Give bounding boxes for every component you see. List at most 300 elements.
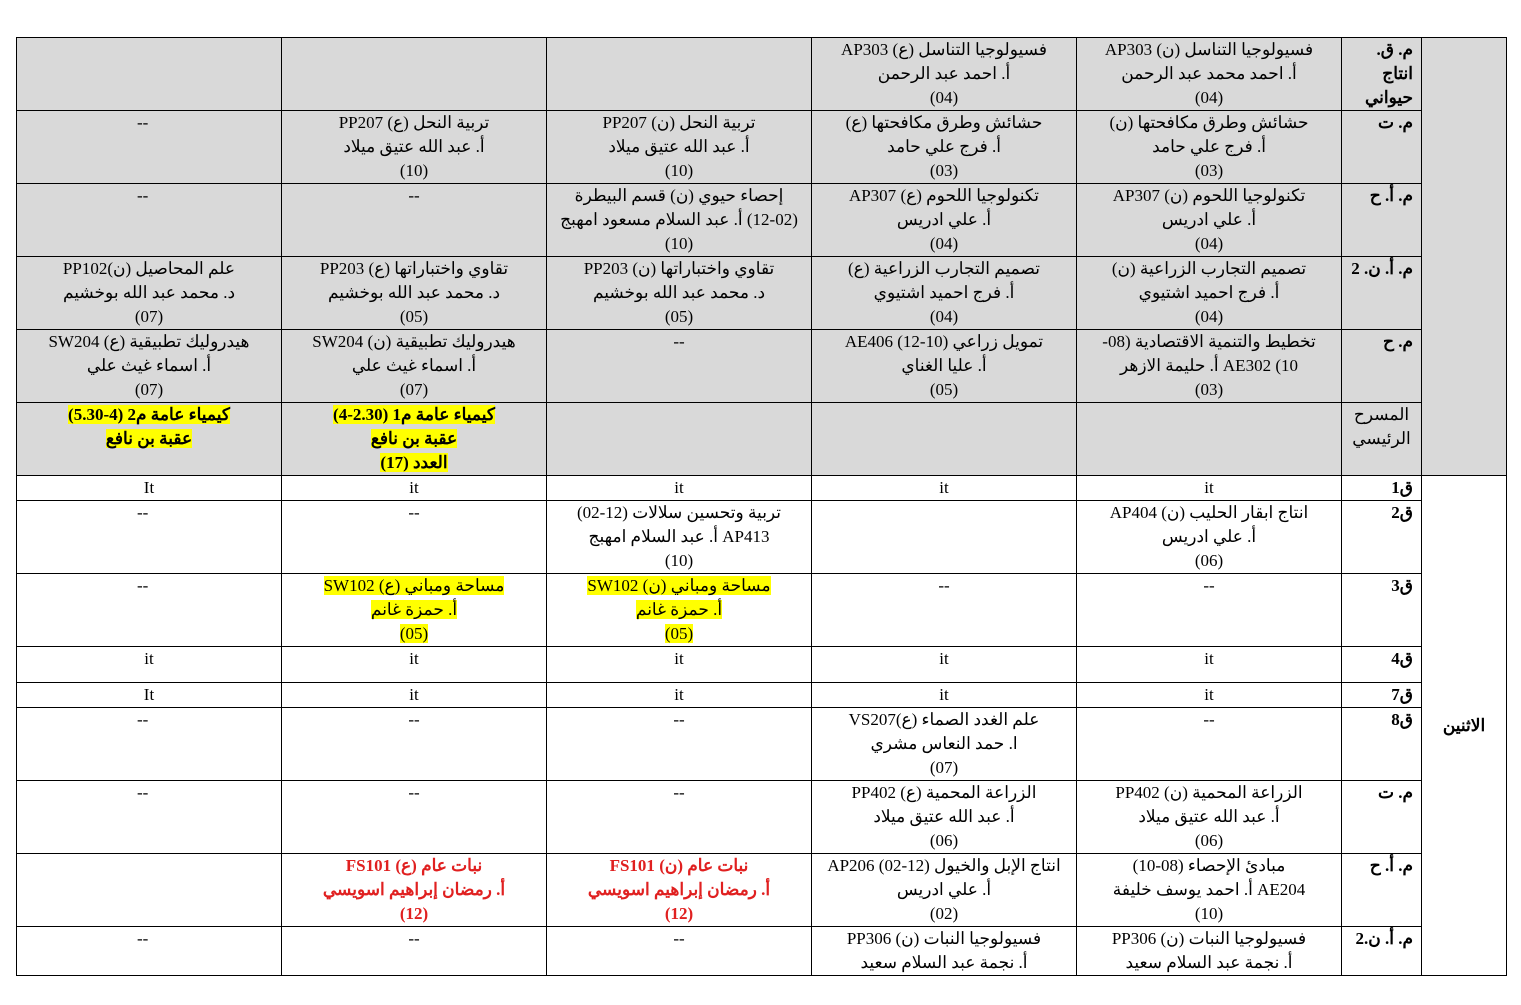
course-text: (04)	[929, 307, 959, 326]
course-text: مساحة ومباني (ع) SW102	[323, 576, 505, 595]
course-text: إحصاء حيوي (ن) قسم البيطرة	[574, 186, 784, 205]
hall-cell	[1342, 403, 1422, 476]
hall-label: ق8	[1391, 710, 1413, 729]
hall-cell	[1342, 111, 1422, 184]
hall-label: م. ح	[1383, 332, 1413, 351]
course-line	[550, 232, 808, 256]
day-cell	[1422, 38, 1507, 476]
course-line	[550, 878, 808, 902]
course-text: د. محمد عبد الله بوخشيم	[327, 283, 501, 302]
course-cell	[1077, 647, 1342, 683]
course-text: (05)	[664, 307, 694, 326]
course-line	[815, 878, 1073, 902]
hall-label: م. ق. انتاج حيواني	[1364, 40, 1413, 107]
course-text: تصميم التجارب الزراعية (ع)	[848, 259, 1040, 278]
course-cell	[282, 330, 547, 403]
course-cell	[17, 330, 282, 403]
course-cell	[547, 708, 812, 781]
course-text: هيدروليك تطبيقية (ن) SW204	[312, 332, 516, 351]
course-line	[285, 305, 543, 329]
course-line	[815, 781, 1073, 805]
course-text: (04)	[1194, 234, 1224, 253]
course-line	[550, 574, 808, 598]
course-text: أ. فرج احميد اشتيوي	[873, 283, 1015, 302]
course-line	[285, 476, 543, 500]
course-text: (12)	[664, 904, 694, 923]
course-text: أ. فرج احميد اشتيوي	[1138, 283, 1280, 302]
course-line	[137, 184, 278, 208]
course-cell	[1077, 476, 1342, 501]
course-line	[285, 427, 543, 451]
course-text: (10)	[664, 234, 694, 253]
course-text: (10)	[664, 551, 694, 570]
hall-label: ق4	[1391, 649, 1413, 668]
course-line	[815, 111, 1073, 135]
course-text: it	[674, 478, 684, 497]
course-cell	[547, 927, 812, 976]
course-line	[815, 354, 1073, 378]
course-line	[285, 683, 543, 707]
course-line	[1080, 111, 1338, 135]
course-text: أ. نجمة عبد السلام سعيد	[860, 953, 1028, 972]
course-text: it	[1204, 649, 1214, 668]
schedule-row	[17, 501, 1507, 574]
course-text: it	[939, 685, 949, 704]
course-line	[550, 549, 808, 573]
course-text: it	[939, 649, 949, 668]
course-text: (05)	[399, 307, 429, 326]
course-text: تقاوي واختباراتها (ن) PP203	[583, 259, 775, 278]
schedule-row	[17, 781, 1507, 854]
course-cell	[1077, 111, 1342, 184]
course-line	[1080, 683, 1338, 707]
course-line	[1080, 305, 1338, 329]
schedule-row	[17, 574, 1507, 647]
course-line	[1080, 232, 1338, 256]
schedule-row	[17, 111, 1507, 184]
schedule-row	[17, 476, 1507, 501]
course-cell	[1077, 257, 1342, 330]
course-line	[285, 281, 543, 305]
course-text: (02)	[929, 904, 959, 923]
course-text: --	[673, 929, 685, 948]
course-cell	[812, 927, 1077, 976]
course-line	[550, 159, 808, 183]
course-cell	[282, 708, 547, 781]
course-line	[137, 574, 278, 598]
course-line	[20, 305, 278, 329]
course-text: علم الغدد الصماء (ع)VS207	[848, 710, 1040, 729]
course-line	[285, 598, 543, 622]
course-line	[815, 208, 1073, 232]
course-text: انتاج الإبل والخيول (12-02) AP206	[827, 856, 1061, 875]
hall-label: م. ت	[1377, 783, 1413, 802]
course-cell	[17, 854, 282, 927]
course-cell	[1077, 781, 1342, 854]
course-line	[550, 257, 808, 281]
course-text: (03)	[1194, 380, 1224, 399]
day-cell	[1422, 476, 1507, 976]
course-line	[1080, 257, 1338, 281]
hall-cell	[1342, 38, 1422, 111]
course-cell	[547, 781, 812, 854]
day-label: الاثنين	[1442, 715, 1486, 735]
course-text: (03)	[1194, 161, 1224, 180]
course-line	[815, 951, 1073, 975]
course-line	[815, 756, 1073, 780]
course-line	[1080, 354, 1338, 378]
course-line	[1080, 330, 1338, 354]
course-cell	[812, 854, 1077, 927]
course-cell	[282, 38, 547, 111]
course-text: الزراعة المحمية (ع) PP402	[851, 783, 1037, 802]
course-cell	[17, 111, 282, 184]
course-text: --	[673, 332, 685, 351]
course-line	[1080, 159, 1338, 183]
course-line	[815, 854, 1073, 878]
course-line	[550, 598, 808, 622]
course-text: أ. عليا الغناي	[901, 356, 987, 375]
course-cell	[812, 184, 1077, 257]
hall-cell	[1342, 854, 1422, 927]
course-line	[285, 878, 543, 902]
course-text: it	[674, 685, 684, 704]
course-text: أ. علي ادريس	[1161, 210, 1257, 229]
course-line	[285, 135, 543, 159]
hall-cell	[1342, 708, 1422, 781]
course-cell	[1077, 927, 1342, 976]
course-text: (04)	[1194, 307, 1224, 326]
course-text: (07)	[134, 307, 164, 326]
schedule-row	[17, 403, 1507, 476]
course-line	[20, 378, 278, 402]
course-line	[550, 184, 808, 208]
course-line	[1080, 829, 1338, 853]
course-line	[815, 647, 1073, 671]
schedule-row	[17, 330, 1507, 403]
course-cell	[1077, 330, 1342, 403]
course-text: --	[137, 783, 149, 802]
course-line	[285, 257, 543, 281]
course-line	[815, 476, 1073, 500]
course-cell	[812, 257, 1077, 330]
hall-label: م. ت	[1377, 113, 1413, 132]
course-line	[285, 708, 543, 732]
course-cell	[282, 476, 547, 501]
course-line	[20, 281, 278, 305]
course-line	[815, 683, 1073, 707]
course-line	[815, 574, 1073, 598]
course-cell	[17, 38, 282, 111]
course-text: أ. عبد الله عتيق ميلاد	[1138, 807, 1280, 826]
course-line	[137, 927, 278, 951]
course-line	[1080, 184, 1338, 208]
course-text: --	[137, 503, 149, 522]
course-text: أ. اسماء غيث علي	[86, 356, 212, 375]
course-cell	[812, 683, 1077, 708]
course-line	[550, 305, 808, 329]
course-line	[550, 683, 808, 707]
course-cell	[547, 854, 812, 927]
hall-cell	[1342, 501, 1422, 574]
course-line	[550, 135, 808, 159]
course-line	[815, 38, 1073, 62]
schedule-row	[17, 647, 1507, 683]
course-text: --	[137, 710, 149, 729]
course-cell	[547, 476, 812, 501]
course-line	[1080, 781, 1338, 805]
course-text: علم المحاصيل (ن)PP102	[62, 259, 236, 278]
course-text: AP413 أ. عبد السلام امهبج	[588, 527, 770, 546]
course-text: أ. حمزة غانم	[635, 600, 723, 619]
course-line	[285, 647, 543, 671]
course-line	[285, 111, 543, 135]
course-text: تربية النحل (ن) PP207	[602, 113, 756, 132]
schedule-row	[17, 184, 1507, 257]
course-text: --	[408, 929, 420, 948]
course-line	[137, 781, 278, 805]
course-line	[285, 927, 543, 951]
course-text: (04)	[929, 234, 959, 253]
course-cell	[17, 574, 282, 647]
course-line	[285, 854, 543, 878]
course-line	[285, 184, 543, 208]
course-line	[20, 403, 278, 427]
course-text: انتاج ابقار الحليب (ن) AP404	[1109, 503, 1309, 522]
course-line	[815, 232, 1073, 256]
course-line	[815, 257, 1073, 281]
course-text: --	[408, 186, 420, 205]
course-text: 10) AE302 أ. حليمة الازهر	[1120, 356, 1298, 375]
course-text: (06)	[1194, 831, 1224, 850]
hall-cell	[1342, 330, 1422, 403]
course-cell	[1077, 683, 1342, 708]
hall-label: م. أ. ح	[1369, 186, 1413, 205]
course-cell	[547, 184, 812, 257]
course-text: (10)	[1194, 904, 1224, 923]
course-text: عقبة بن نافع	[105, 429, 193, 448]
schedule-row	[17, 38, 1507, 111]
course-cell	[17, 184, 282, 257]
course-line	[20, 427, 278, 451]
course-line	[1080, 927, 1338, 951]
course-line	[815, 330, 1073, 354]
course-text: عقبة بن نافع	[370, 429, 458, 448]
course-line	[550, 330, 808, 354]
course-text: it	[1204, 478, 1214, 497]
course-line	[815, 135, 1073, 159]
course-line	[1080, 62, 1338, 86]
course-text: أ. احمد عبد الرحمن	[877, 64, 1011, 83]
course-text: مساحة ومباني (ن) SW102	[587, 576, 771, 595]
course-text: It	[143, 478, 155, 497]
course-text: --	[137, 113, 149, 132]
course-line	[550, 525, 808, 549]
course-line	[137, 111, 278, 135]
course-line	[815, 708, 1073, 732]
course-cell	[812, 476, 1077, 501]
course-cell	[282, 184, 547, 257]
course-line	[137, 501, 278, 525]
course-line	[1080, 854, 1338, 878]
course-line	[550, 927, 808, 951]
course-cell	[812, 111, 1077, 184]
course-text: (04)	[1194, 88, 1224, 107]
course-cell	[17, 257, 282, 330]
course-cell	[17, 927, 282, 976]
course-line	[815, 927, 1073, 951]
course-line	[1080, 208, 1338, 232]
course-line	[285, 501, 543, 525]
course-cell	[17, 403, 282, 476]
course-line	[550, 476, 808, 500]
schedule-row	[17, 854, 1507, 927]
course-line	[137, 708, 278, 732]
course-text: حشائش وطرق مكافحتها (ن)	[1109, 113, 1309, 132]
course-cell	[812, 781, 1077, 854]
course-line	[815, 305, 1073, 329]
course-line	[1080, 951, 1338, 975]
course-line	[285, 330, 543, 354]
course-line	[550, 622, 808, 646]
course-cell	[1077, 574, 1342, 647]
course-line	[550, 647, 808, 671]
course-text: أ. علي ادريس	[1161, 527, 1257, 546]
course-text: فسيولوجيا النبات (ن) PP306	[1111, 929, 1307, 948]
course-line	[815, 184, 1073, 208]
course-cell	[1077, 403, 1342, 476]
course-cell	[547, 403, 812, 476]
course-text: --	[408, 710, 420, 729]
course-text: --	[137, 576, 149, 595]
course-text: it	[939, 478, 949, 497]
course-text: --	[673, 783, 685, 802]
hall-label: م. أ. ن. 2	[1351, 259, 1413, 278]
course-line	[285, 159, 543, 183]
course-text: (07)	[929, 758, 959, 777]
course-line	[550, 708, 808, 732]
course-cell	[547, 501, 812, 574]
course-cell	[1077, 854, 1342, 927]
course-cell	[812, 38, 1077, 111]
course-line	[815, 829, 1073, 853]
course-cell	[547, 647, 812, 683]
course-text: --	[408, 503, 420, 522]
course-text: كيمياء عامة م1 (2.30-4)	[333, 405, 495, 424]
course-text: --	[938, 576, 950, 595]
course-text: مبادئ الإحصاء (08-10)	[1132, 856, 1286, 875]
course-text: فسيولوجيا التناسل (ن) AP303	[1104, 40, 1314, 59]
course-line	[815, 805, 1073, 829]
course-cell	[812, 501, 1077, 574]
course-text: it	[409, 649, 419, 668]
course-line	[1080, 647, 1338, 671]
course-text: تربية النحل (ع) PP207	[338, 113, 490, 132]
course-text: (03)	[929, 161, 959, 180]
course-text: نبات عام (ن) FS101	[609, 856, 749, 875]
course-text: فسيولوجيا النبات (ن) PP306	[846, 929, 1042, 948]
course-text: أ. فرج علي حامد	[1152, 137, 1266, 156]
course-line	[1080, 902, 1338, 926]
course-cell	[547, 683, 812, 708]
course-cell	[282, 781, 547, 854]
course-text: أ. رمضان إبراهيم اسويسي	[322, 880, 506, 899]
course-text: --	[408, 783, 420, 802]
course-line	[815, 378, 1073, 402]
hall-label: المسرح الرئيسي	[1352, 405, 1411, 448]
course-line	[550, 854, 808, 878]
course-text: it	[409, 478, 419, 497]
course-text: (04)	[929, 88, 959, 107]
course-cell	[17, 708, 282, 781]
course-cell	[812, 708, 1077, 781]
course-cell	[812, 330, 1077, 403]
course-line	[1080, 549, 1338, 573]
course-text: ا. حمد النعاس مشري	[870, 734, 1018, 753]
course-line	[285, 451, 543, 475]
course-cell	[282, 257, 547, 330]
course-text: أ. علي ادريس	[896, 880, 992, 899]
course-line	[550, 902, 808, 926]
course-cell	[1077, 184, 1342, 257]
course-text: (05)	[399, 624, 429, 643]
course-cell	[1077, 38, 1342, 111]
hall-cell	[1342, 574, 1422, 647]
course-line	[20, 330, 278, 354]
course-line	[1080, 805, 1338, 829]
hall-cell	[1342, 257, 1422, 330]
course-text: تربية وتحسين سلالات (12-02)	[576, 503, 782, 522]
course-text: أ. حمزة غانم	[370, 600, 458, 619]
schedule-table	[16, 37, 1507, 976]
course-text: تصميم التجارب الزراعية (ن)	[1111, 259, 1307, 278]
course-line	[285, 354, 543, 378]
course-cell	[1077, 501, 1342, 574]
course-text: تكنولوجيا اللحوم (ن) AP307	[1112, 186, 1306, 205]
course-text: (07)	[134, 380, 164, 399]
course-line	[1080, 574, 1338, 598]
course-text: (05)	[664, 624, 694, 643]
hall-label: م. أ. ن.2	[1355, 929, 1413, 948]
course-text: أ. فرج علي حامد	[887, 137, 1001, 156]
course-text: تمويل زراعي (10-12) AE406	[844, 332, 1044, 351]
course-text: د. محمد عبد الله بوخشيم	[62, 283, 236, 302]
course-text: أ. عبد الله عتيق ميلاد	[608, 137, 750, 156]
course-cell	[17, 501, 282, 574]
course-text: AE204 أ. احمد يوسف خليفة	[1112, 880, 1306, 899]
course-text: تخطيط والتنمية الاقتصادية (08-	[1102, 332, 1316, 351]
course-line	[1080, 86, 1338, 110]
course-cell	[812, 574, 1077, 647]
course-line	[285, 902, 543, 926]
course-text: حشائش وطرق مكافحتها (ع)	[845, 113, 1043, 132]
course-text: it	[1204, 685, 1214, 704]
course-line	[550, 781, 808, 805]
course-cell	[812, 647, 1077, 683]
course-line	[20, 683, 278, 707]
course-text: --	[1203, 576, 1215, 595]
hall-cell	[1342, 683, 1422, 708]
course-cell	[547, 330, 812, 403]
hall-label: ق3	[1391, 576, 1413, 595]
course-cell	[17, 683, 282, 708]
course-text: نبات عام (ع) FS101	[345, 856, 483, 875]
course-cell	[17, 647, 282, 683]
course-cell	[282, 111, 547, 184]
course-text: (06)	[929, 831, 959, 850]
course-text: It	[143, 685, 155, 704]
course-text: فسيولوجيا التناسل (ع) AP303	[841, 40, 1047, 59]
